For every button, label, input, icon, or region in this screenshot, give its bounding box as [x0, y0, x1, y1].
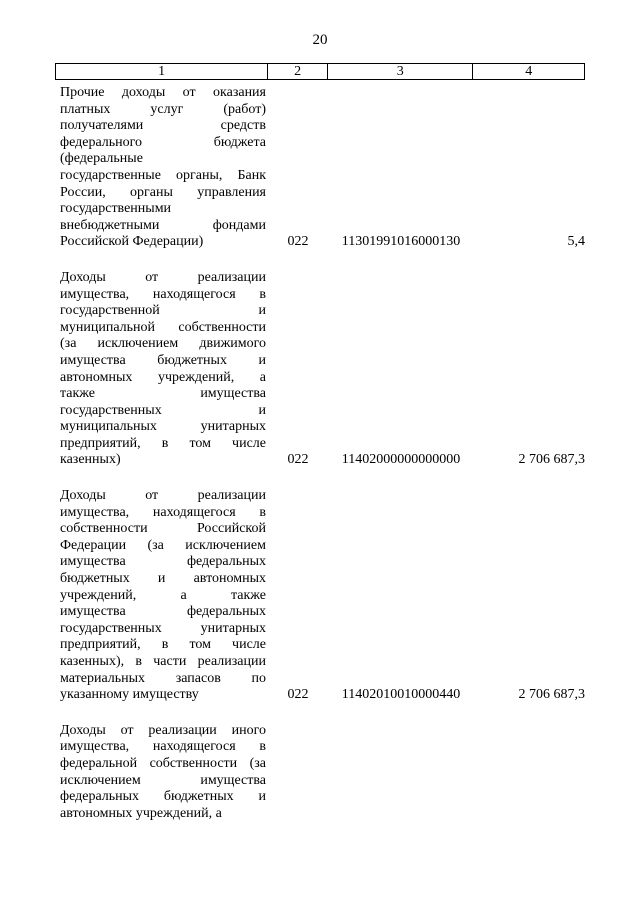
- description-line: муниципальной собственности: [60, 319, 266, 335]
- row-budget-code: 11402010010000440: [341, 687, 461, 703]
- description-line: государственными: [60, 201, 172, 217]
- description-line: государственной и: [60, 303, 266, 319]
- row-description: [55, 270, 266, 469]
- table-row: [55, 488, 585, 704]
- description-line: получателями средств: [60, 118, 266, 134]
- description-line: автономных учреждений, а: [60, 369, 266, 385]
- description-line: исключением имущества: [60, 772, 266, 788]
- row-amount: 2 706 687,3: [518, 687, 585, 703]
- description-line: имущества, находящегося в: [60, 504, 266, 520]
- description-line: предприятий, в том числе: [60, 637, 266, 653]
- description-line: имущества, находящегося в: [60, 739, 266, 755]
- row-description: [55, 488, 266, 704]
- description-line: казенных), в части реализации: [60, 654, 266, 669]
- description-line: платных услуг (работ): [60, 101, 266, 117]
- description-line: учреждений, а также: [60, 587, 266, 603]
- description-line: собственности Российской: [60, 521, 266, 537]
- description-line: указанному имуществу: [60, 687, 199, 703]
- description-line: государственных унитарных: [60, 620, 266, 636]
- description-line: имущества, находящегося в: [60, 286, 266, 302]
- row-amount: 2 706 687,3: [518, 452, 585, 468]
- table-row: [55, 85, 585, 251]
- description-line: федеральной собственности (за: [60, 755, 266, 771]
- description-line: (за исключением движимого: [60, 336, 266, 352]
- description-line: Доходы от реализации: [60, 488, 266, 504]
- description-line: автономных учреждений, а: [60, 805, 222, 821]
- description-line: Российской Федерации): [60, 234, 204, 250]
- header-col-1: 1: [56, 64, 268, 79]
- header-col-3: 3: [328, 64, 473, 79]
- description-line: имущества бюджетных и: [60, 352, 266, 368]
- table-body: [55, 85, 585, 841]
- description-line: Доходы от реализации: [60, 269, 266, 285]
- row-admin-code: 022: [287, 687, 309, 703]
- row-budget-code: 11301991016000130: [341, 234, 461, 250]
- description-line: Федерации (за исключением: [60, 537, 266, 553]
- description-line: предприятий, в том числе: [60, 435, 266, 451]
- description-line: имущества федеральных: [60, 604, 266, 620]
- page-number: 20: [312, 32, 328, 48]
- description-line: государственные органы, Банк: [60, 167, 266, 183]
- description-line: бюджетных и автономных: [60, 571, 266, 587]
- row-admin-code: 022: [287, 234, 309, 250]
- description-line: Прочие доходы от оказания: [60, 85, 266, 100]
- table-header: [55, 63, 585, 80]
- row-description: [55, 85, 266, 251]
- description-line: казенных): [60, 452, 121, 468]
- description-line: России, органы управления: [60, 184, 266, 200]
- row-description: [55, 723, 266, 823]
- description-line: также имущества: [60, 386, 266, 402]
- header-col-2: 2: [268, 64, 328, 79]
- description-line: государственных и: [60, 402, 266, 418]
- table-row: [55, 723, 585, 823]
- description-line: (федеральные: [60, 151, 143, 167]
- description-line: муниципальных унитарных: [60, 419, 266, 435]
- row-budget-code: 11402000000000000: [341, 452, 461, 468]
- description-line: федеральных бюджетных и: [60, 789, 266, 805]
- table-row: [55, 270, 585, 469]
- description-line: федерального бюджета: [60, 134, 266, 150]
- row-admin-code: 022: [287, 452, 309, 468]
- header-col-4: 4: [525, 64, 533, 79]
- row-amount: 5,4: [567, 234, 585, 250]
- description-line: имущества федеральных: [60, 554, 266, 570]
- description-line: внебюджетными фондами: [60, 217, 266, 233]
- description-line: материальных запасов по: [60, 670, 266, 686]
- description-line: Доходы от реализации иного: [60, 722, 266, 738]
